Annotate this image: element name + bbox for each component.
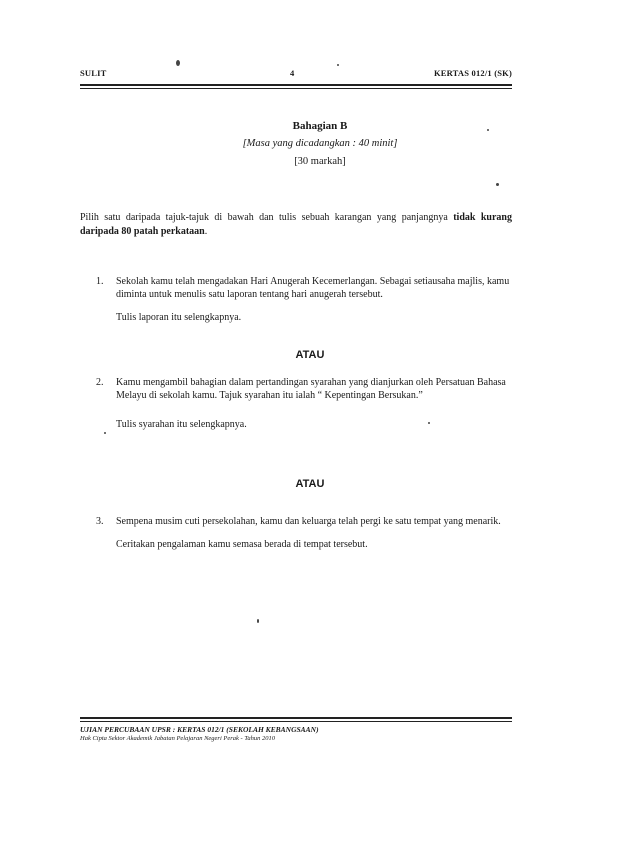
scan-speck — [428, 422, 430, 424]
question-number: 2. — [96, 377, 104, 388]
question-instruction: Ceritakan pengalaman kamu semasa berada di tempat tersebut. — [116, 539, 368, 550]
question-3 — [80, 515, 512, 551]
footer-copyright: Hak Cipta Sektor Akademik Jabatan Pelajaran Negeri Perak - Tahun 2010 — [80, 735, 275, 742]
header-paper-code: KERTAS 012/1 (SK) — [433, 68, 512, 78]
page-footer — [80, 725, 512, 742]
section-marks: [30 markah] — [294, 156, 346, 167]
scan-speck — [496, 183, 499, 186]
question-body: Kamu mengambil bahagian dalam pertandingan syarahan yang dianjurkan oleh Persatuan Bahasa Melayu di sekolah kamu. Tajuk syarahan itu ialah “ Kepentingan Bersukan.” — [116, 377, 506, 401]
section-instruction — [80, 211, 512, 239]
question-body: Sempena musim cuti persekolahan, kamu dan keluarga telah pergi ke satu tempat yang menarik. — [116, 516, 501, 527]
instruction-end: . — [204, 226, 208, 237]
section-title: Bahagian B — [292, 120, 348, 132]
scan-speck — [176, 60, 180, 66]
instruction-text: Pilih satu daripada tajuk-tajuk di bawah dan tulis sebuah karangan yang panjangnya — [80, 212, 454, 223]
footer-exam-title: UJIAN PERCUBAAN UPSR : KERTAS 012/1 (SEKOLAH KEBANGSAAN) — [80, 725, 319, 734]
separator-atau-1: ATAU — [295, 349, 325, 361]
question-number: 3. — [96, 516, 104, 527]
header-rule-bottom — [80, 88, 512, 89]
question-2 — [80, 376, 512, 431]
scan-speck — [487, 129, 489, 131]
scan-speck — [257, 619, 259, 623]
instruction-bold: tidak kurang daripada 80 patah perkataan — [80, 212, 512, 237]
header-page-number: 4 — [290, 68, 295, 78]
question-body: Sekolah kamu telah mengadakan Hari Anugerah Kecemerlangan. Sebagai setiausaha majlis, kamu diminta untuk menulis satu laporan tentang hari anugerah tersebut. — [116, 276, 510, 300]
footer-rule-bottom — [80, 721, 512, 722]
header-classification: SULIT — [80, 68, 107, 78]
footer-rule-top — [80, 717, 512, 719]
question-number: 1. — [96, 276, 104, 287]
header-rule-top — [80, 84, 512, 86]
section-time-note: [Masa yang dicadangkan : 40 minit] — [242, 138, 398, 149]
separator-atau-2: ATAU — [295, 478, 325, 490]
page-header — [80, 68, 512, 82]
question-instruction: Tulis laporan itu selengkapnya. — [116, 312, 242, 323]
question-1 — [80, 275, 512, 324]
scan-speck — [337, 64, 339, 66]
question-instruction: Tulis syarahan itu selengkapnya. — [116, 419, 247, 430]
scan-speck — [104, 432, 106, 434]
